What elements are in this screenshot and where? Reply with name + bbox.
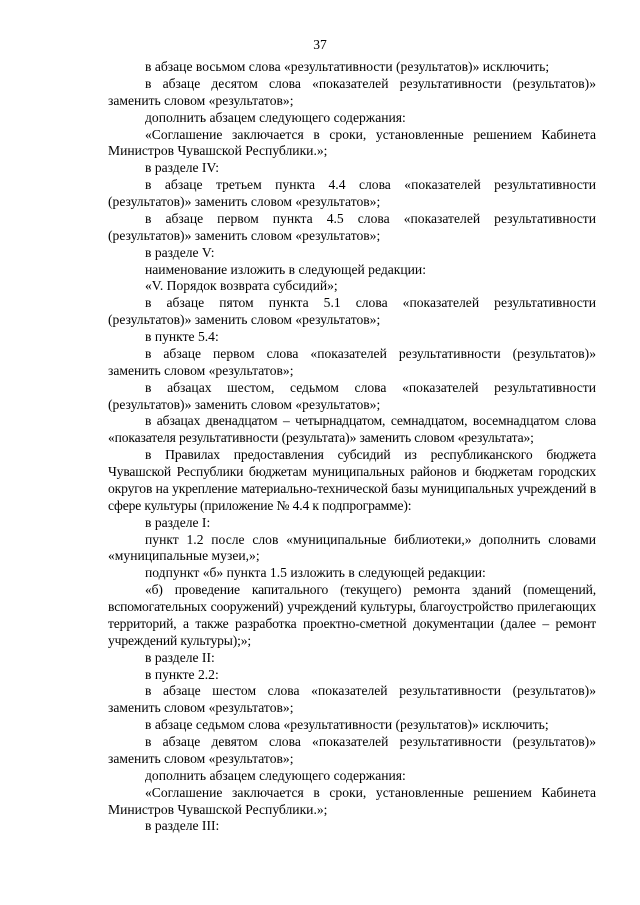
paragraph: в разделе V: bbox=[145, 244, 215, 260]
paragraph: пункт 1.2 после слов «муниципальные библиотеки,» дополнить словами «муниципальные музеи,»; bbox=[108, 531, 596, 564]
paragraph: в разделе IV: bbox=[145, 160, 220, 176]
paragraph: в абзаце восьмом слова «результативности (результатов)» исключить; bbox=[145, 59, 550, 74]
paragraph: в разделе I: bbox=[145, 514, 211, 530]
paragraph: в абзаце первом пункта 4.5 слова «показателей результативности (результатов)» заменить словом «результатов»; bbox=[108, 210, 596, 243]
paragraph: «б) проведение капитального (текущего) ремонта зданий (помещений, вспомогательных сооружений) учреждений культуры, благоустройство прилегающих территорий, а также разработка проектно-сметной документации (далее – ремонт учреждений культуры);»; bbox=[108, 582, 596, 648]
paragraph: «Соглашение заключается в сроки, установленные решением Кабинета Министров Чувашской Республики.»; bbox=[108, 784, 596, 817]
paragraph: в пункте 5.4: bbox=[145, 329, 219, 344]
paragraph: подпункт «б» пункта 1.5 изложить в следующей редакции: bbox=[145, 565, 486, 581]
paragraph: в абзацах шестом, седьмом слова «показателей результативности (результатов)» заменить словом «результатов»; bbox=[108, 379, 596, 412]
document-body bbox=[108, 59, 596, 835]
paragraph: «V. Порядок возврата субсидий»; bbox=[145, 278, 338, 294]
paragraph: в абзаце седьмом слова «результативности (результатов)» исключить; bbox=[145, 717, 549, 733]
paragraph: в разделе III: bbox=[145, 818, 220, 834]
paragraph: в Правилах предоставления субсидий из республиканского бюджета Чувашской Республики бюджетам муниципальных районов и бюджетам городских округов на укрепление материально-технической базы муниципальных учреждений в сфере культуры (приложение № 4.4 к подпрограмме): bbox=[108, 447, 596, 513]
paragraph: дополнить абзацем следующего содержания: bbox=[145, 767, 406, 783]
paragraph: в абзаце десятом слова «показателей результативности (результатов)» заменить словом «результатов»; bbox=[108, 75, 596, 108]
paragraph: в абзаце девятом слова «показателей результативности (результатов)» заменить словом «результатов»; bbox=[108, 734, 596, 766]
paragraph: наименование изложить в следующей редакции: bbox=[145, 261, 426, 277]
paragraph: «Соглашение заключается в сроки, установленные решением Кабинета Министров Чувашской Республики.»; bbox=[108, 126, 596, 159]
paragraph: в абзаце третьем пункта 4.4 слова «показателей результативности (результатов)» заменить словом «результатов»; bbox=[108, 177, 596, 209]
paragraph: в абзаце первом слова «показателей результативности (результатов)» заменить словом «результатов»; bbox=[108, 345, 596, 378]
page-number: 37 bbox=[313, 37, 327, 52]
paragraph: в абзацах двенадцатом – четырнадцатом, семнадцатом, восемнадцатом слова «показателя результативности (результата)» заменить словом «результата»; bbox=[108, 413, 596, 446]
paragraph: дополнить абзацем следующего содержания: bbox=[145, 109, 406, 125]
paragraph: в абзаце пятом пункта 5.1 слова «показателей результативности (результатов)» заменить словом «результатов»; bbox=[108, 295, 596, 328]
paragraph: в абзаце шестом слова «показателей результативности (результатов)» заменить словом «результатов»; bbox=[108, 683, 596, 716]
paragraph: в пункте 2.2: bbox=[145, 666, 219, 682]
paragraph: в разделе II: bbox=[145, 649, 215, 665]
